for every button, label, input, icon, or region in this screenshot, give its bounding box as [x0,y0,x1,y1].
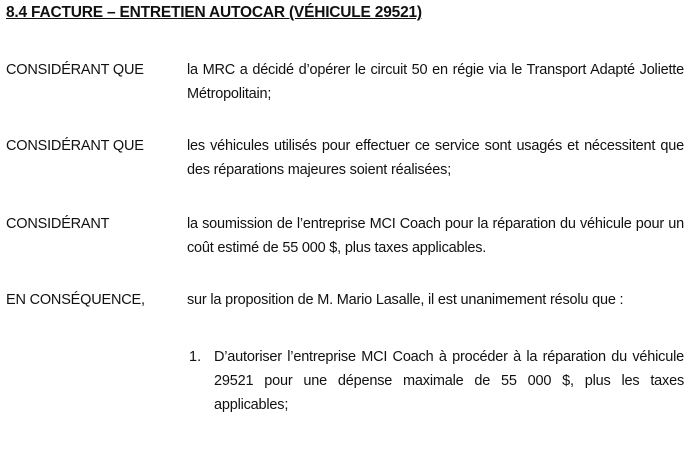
clause-1-text: la MRC a décidé d’opérer le circuit 50 en régie via le Transport Adapté Joliette Métropolitain; [187,62,684,102]
resolution-text: sur la proposition de M. Mario Lasalle, il est unanimement résolu que : [187,292,624,308]
resolution-item-1-number: 1. [189,349,202,365]
clause-3-text: la soumission de l’entreprise MCI Coach pour la réparation du véhicule pour un coût estimé de 55 000 $, plus taxes applicables. [187,216,684,256]
clause-2-label: CONSIDÉRANT QUE [6,138,144,154]
clause-2-text: les véhicules utilisés pour effectuer ce service sont usagés et nécessitent que des réparations majeures soient réalisées; [187,138,684,178]
clause-1-label: CONSIDÉRANT QUE [6,62,144,78]
section-title: 8.4 FACTURE – ENTRETIEN AUTOCAR (VÉHICULE 29521) [6,4,422,21]
clause-3-label: CONSIDÉRANT [6,216,110,232]
resolution-item-1-text: D’autoriser l’entreprise MCI Coach à procéder à la réparation du véhicule 29521 pour une dépense maximale de 55 000 $, plus les taxes applicables; [214,349,684,413]
resolution-label: EN CONSÉQUENCE, [6,292,145,308]
